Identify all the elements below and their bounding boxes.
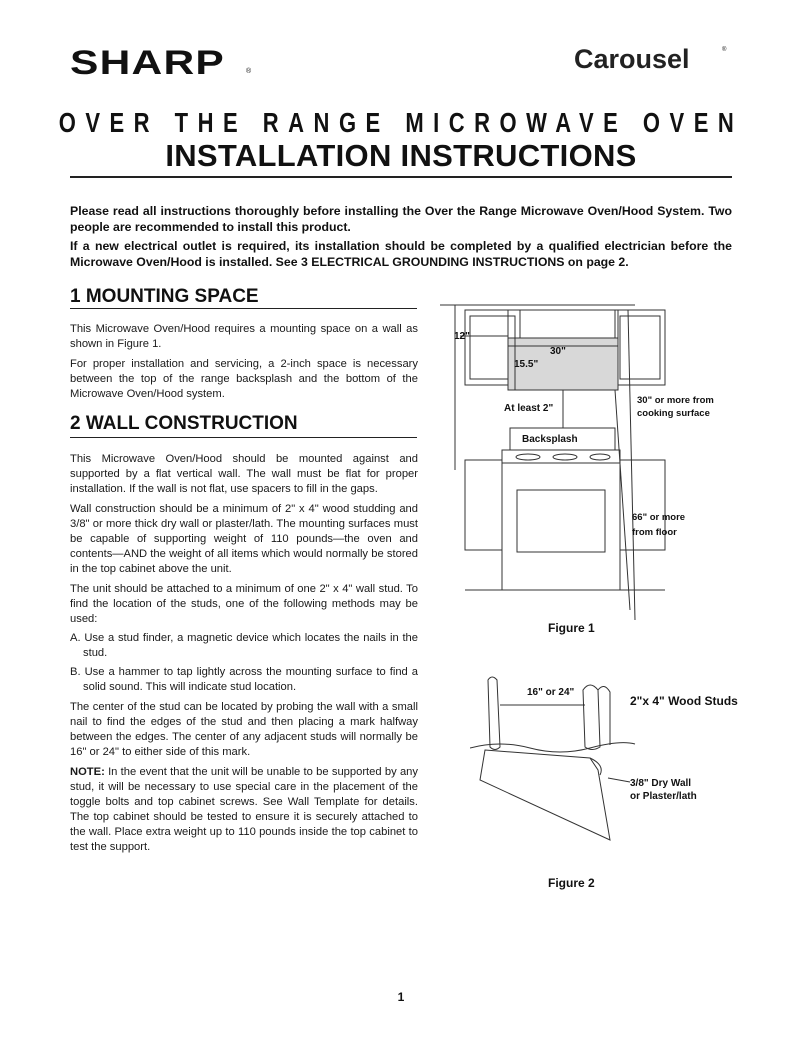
section-2-method-a: A. Use a stud finder, a magnetic device which locates the nails in the stud. xyxy=(70,632,418,659)
document-title: INSTALLATION INSTRUCTIONS xyxy=(165,138,637,173)
intro-paragraph-1: Please read all instructions thoroughly before installing the Over the Range Microwave Oven/Hood System. Two people are recommended to install this product. xyxy=(70,204,732,234)
section-2-paragraph-1: This Microwave Oven/Hood should be mounted against and supported by a flat vertical wall. The wall must be flat for proper installation. If the wall is not flat, use spacers to fill in the gaps. xyxy=(70,453,418,495)
section-2-method-b: B. Use a hammer to tap lightly across the mounting surface to find a solid sound. This will indicate stud location. xyxy=(70,666,418,693)
note-text: In the event that the unit will be unable to be supported by any stud, it will be necessary to use special care in the placement of the toggle bolts and top cabinet screws. See Wall Template for details. The top cabinet should be tested to ensure it is securely attached to the wall. Place extra weight up to 110 pounds inside the top cabinet to test the support. xyxy=(70,766,418,853)
top-cabinet xyxy=(508,310,618,338)
dim-12: 12" xyxy=(454,331,470,342)
section-2-note xyxy=(70,765,418,855)
section-1-paragraph-2: For proper installation and servicing, a 2-inch space is necessary between the top of the range backsplash and the bottom of the Microwave Oven/Hood system. xyxy=(70,358,418,400)
section-1-heading: 1 MOUNTING SPACE xyxy=(70,286,259,307)
document-subtitle: OVER THE RANGE MICROWAVE OVEN xyxy=(58,106,744,138)
backsplash-label: Backsplash xyxy=(522,434,578,445)
drywall-label xyxy=(630,777,697,803)
dim-15-5: 15.5" xyxy=(514,359,539,370)
page-number: 1 xyxy=(397,990,405,1004)
wood-studs-label: 2"x 4" Wood Studs xyxy=(630,694,738,708)
title-divider xyxy=(70,176,732,178)
upper-cabinet-right xyxy=(615,310,665,385)
drywall-line-1: 3/8" Dry Wall xyxy=(630,778,692,789)
wood-stud-1 xyxy=(488,677,500,750)
figure-2-caption: Figure 2 xyxy=(548,876,595,890)
carousel-logo: Carousel xyxy=(574,44,690,74)
at-least-2: At least 2" xyxy=(504,403,554,414)
section-2-heading: 2 WALL CONSTRUCTION xyxy=(70,413,298,434)
lower-cabinet-left xyxy=(465,460,502,550)
figure-1-caption: Figure 1 xyxy=(548,621,595,635)
cooking-surface-line-2: cooking surface xyxy=(637,408,710,419)
note-label: NOTE: xyxy=(70,766,105,778)
section-1-paragraph-1: This Microwave Oven/Hood requires a mounting space on a wall as shown in Figure 1. xyxy=(70,323,418,350)
wood-stud-2 xyxy=(583,685,600,750)
dry-wall-sheet xyxy=(480,750,610,840)
floor-line-1: 66" or more xyxy=(632,512,686,523)
section-1-body xyxy=(70,322,418,402)
floor-line-2: from floor xyxy=(632,527,677,538)
figure-1-diagram xyxy=(440,300,740,640)
cooking-surface-line-1: 30" or more from xyxy=(637,395,714,406)
drywall-line-2: or Plaster/lath xyxy=(630,791,697,802)
sharp-registered-mark: ® xyxy=(246,68,252,75)
section-2-paragraph-4: The center of the stud can be located by probing the wall with a small nail to find the edges of the stud and then placing a mark halfway between the edges. The center of any adjacent studs will normally be 16" or 24" to either side of this mark. xyxy=(70,701,418,758)
section-2-body xyxy=(70,452,418,855)
intro-paragraph-2: If a new electrical outlet is required, its installation should be completed by a qualified electrician before the Microwave Oven/Hood is installed. See 3 ELECTRICAL GROUNDING INSTRUCTIONS on page 2. xyxy=(70,239,732,269)
range xyxy=(502,450,620,590)
section-2-divider xyxy=(70,437,417,438)
section-2-paragraph-2: Wall construction should be a minimum of 2" x 4" wood studding and 3/8" or more thick dry wall or plaster/lath. The mounting surfaces must be capable of supporting weight of 110 pounds—the oven and contents—AND the weight of all items which would normally be stored in the top cabinet above the unit. xyxy=(70,503,418,575)
carousel-registered-mark: ® xyxy=(722,47,727,53)
sharp-logo: SHARP xyxy=(70,44,226,82)
stud-spacing: 16" or 24" xyxy=(527,687,575,698)
section-1-divider xyxy=(70,308,417,309)
dim-30: 30" xyxy=(550,346,566,357)
section-2-paragraph-3: The unit should be attached to a minimum of one 2" x 4" wall stud. To find the location of the studs, one of the following methods may be used: xyxy=(70,583,418,625)
